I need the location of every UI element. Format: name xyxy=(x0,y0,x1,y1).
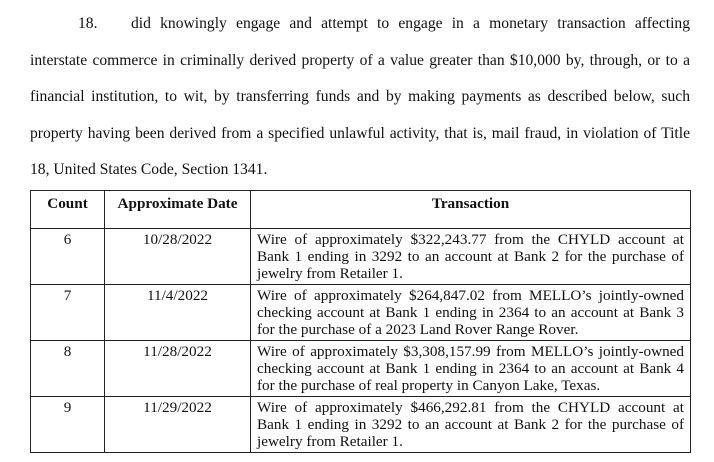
header-transaction: Transaction xyxy=(251,191,691,229)
row-transaction: Wire of approximately $264,847.02 from MELLO’s jointly-owned checking account at Bank 1 ending in 2364 to an account at Bank 3 for the purchase of a 2023 Land Rover Range Rover. xyxy=(251,285,691,341)
row-count: 9 xyxy=(31,397,105,453)
row-transaction: Wire of approximately $322,243.77 from the CHYLD account at Bank 1 ending in 3292 to an account at Bank 2 for the purchase of jewelry from Retailer 1. xyxy=(251,229,691,285)
row-count: 7 xyxy=(31,285,105,341)
table-header-row xyxy=(31,191,691,229)
table-row xyxy=(31,285,691,341)
row-date: 10/28/2022 xyxy=(105,229,251,285)
row-transaction: Wire of approximately $466,292.81 from the CHYLD account at Bank 1 ending in 3292 to an account at Bank 2 for the purchase of jewelry from Retailer 1. xyxy=(251,397,691,453)
row-transaction: Wire of approximately $3,308,157.99 from MELLO’s jointly-owned checking account at Bank 1 ending in 2364 to an account at Bank 4 for the purchase of real property in Canyon Lake, Texas. xyxy=(251,341,691,397)
row-count: 6 xyxy=(31,229,105,285)
header-count: Count xyxy=(31,191,105,229)
header-date: Approximate Date xyxy=(105,191,251,229)
paragraph-number: 18. xyxy=(78,15,98,32)
table-row xyxy=(31,397,691,453)
row-count: 8 xyxy=(31,341,105,397)
transactions-table xyxy=(30,190,691,453)
paragraph-text: did knowingly engage and attempt to engage in a monetary transaction affecting interstate commerce in criminally derived property of a value greater than $10,000 by, through, or to a financial institution, to wit, by transferring funds and by making payments as described below, such property having been derived from a specified unlawful activity, that is, mail fraud, in violation of Title 18, United States Code, Section 1341. xyxy=(30,15,690,178)
row-date: 11/28/2022 xyxy=(105,341,251,397)
table-row xyxy=(31,229,691,285)
row-date: 11/4/2022 xyxy=(105,285,251,341)
paragraph-18 xyxy=(30,6,690,189)
row-date: 11/29/2022 xyxy=(105,397,251,453)
table-row xyxy=(31,341,691,397)
